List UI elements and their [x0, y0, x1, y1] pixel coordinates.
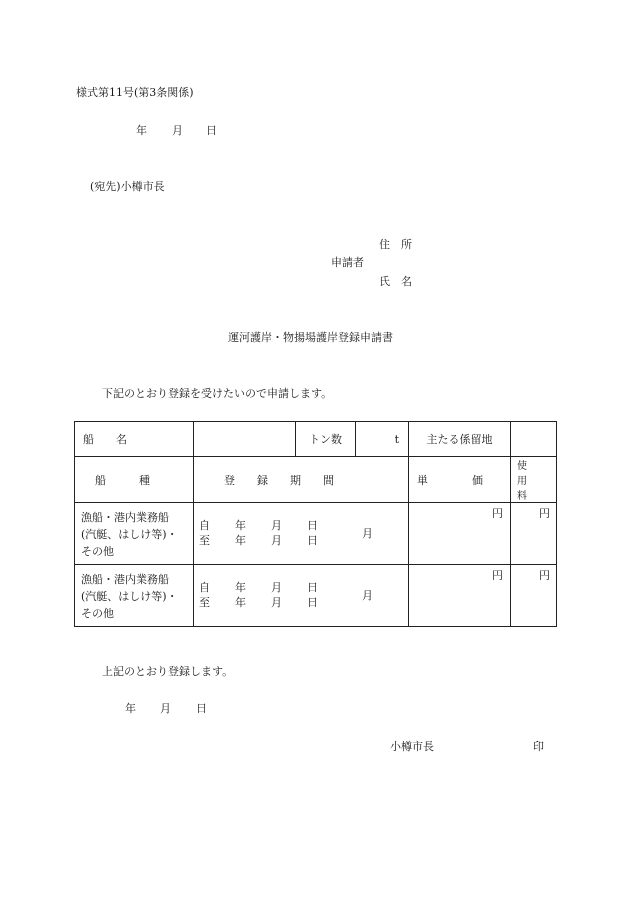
tonnage-label: トン数 [309, 433, 342, 446]
date-bottom-year: 年 [125, 702, 136, 715]
ship-type-line3: その他 [81, 545, 114, 558]
to-year: 年 [235, 596, 246, 609]
to-month: 月 [271, 534, 282, 547]
closing-text: 上記のとおり登録します。 [102, 665, 234, 678]
ship-type-line1: 漁船・港内業務船 [81, 511, 169, 524]
to-day: 日 [307, 534, 318, 547]
mayor-label: 小樽市長 [390, 740, 434, 753]
fee-yen: 円 [539, 507, 550, 520]
from-label: 自 [199, 519, 210, 532]
tonnage-label-cell [296, 422, 356, 457]
from-month: 月 [271, 519, 282, 532]
to-month: 月 [271, 596, 282, 609]
unit-price-cell[interactable] [409, 503, 511, 565]
date-top-day: 日 [206, 124, 217, 137]
from-day: 日 [307, 519, 318, 532]
table-row [75, 565, 557, 627]
mooring-value-cell[interactable] [511, 422, 557, 457]
mooring-label: 主たる係留地 [426, 433, 493, 446]
fee-header-cell [511, 457, 557, 503]
period-header-cell [194, 457, 409, 503]
months-label: 月 [362, 589, 373, 602]
header-row [75, 457, 557, 503]
type-header: 船 種 [95, 473, 150, 487]
table-row [75, 503, 557, 565]
date-top-month: 月 [172, 124, 183, 137]
unit-price-cell[interactable] [409, 565, 511, 627]
date-bottom-month: 月 [160, 702, 171, 715]
date-top-year: 年 [136, 124, 147, 137]
intro-text: 下記のとおり登録を受けたいので申請します。 [102, 387, 333, 400]
fee-cell[interactable] [511, 503, 557, 565]
ship-type-cell [75, 503, 194, 565]
from-day: 日 [307, 581, 318, 594]
to-label: 至 [199, 534, 210, 547]
period-header: 登 録 期 間 [224, 473, 334, 487]
name-label: 氏 名 [379, 275, 412, 288]
unit-price-yen: 円 [492, 569, 503, 582]
from-year: 年 [235, 581, 246, 594]
period-cell[interactable] [194, 503, 409, 565]
ship-type-cell [75, 565, 194, 627]
unit-price-yen: 円 [492, 507, 503, 520]
date-bottom-day: 日 [196, 702, 207, 715]
seal-mark: 印 [533, 740, 544, 753]
ship-type-line2: (汽艇、はしけ等)・ [81, 590, 178, 603]
unit-price-header-cell [409, 457, 511, 503]
from-month: 月 [271, 581, 282, 594]
fee-yen: 円 [539, 569, 550, 582]
months-label: 月 [362, 527, 373, 540]
unit-price-header: 単 価 [417, 473, 483, 487]
type-header-cell [75, 457, 194, 503]
tonnage-unit: t [394, 432, 399, 446]
to-label: 至 [199, 596, 210, 609]
ship-info-row [75, 422, 557, 457]
form-number: 様式第11号(第3条関係) [76, 86, 194, 99]
tonnage-value-cell[interactable] [356, 422, 409, 457]
address-label: 住 所 [379, 238, 412, 251]
from-label: 自 [199, 581, 210, 594]
to-year: 年 [235, 534, 246, 547]
registration-table [74, 421, 557, 627]
applicant-label: 申請者 [331, 256, 364, 269]
ship-name-label: 船 名 [83, 433, 127, 446]
document-title: 運河護岸・物揚場護岸登録申請書 [228, 331, 393, 344]
addressee: (宛先)小樽市長 [90, 180, 165, 193]
ship-type-line2: (汽艇、はしけ等)・ [81, 528, 178, 541]
ship-type-line3: その他 [81, 607, 114, 620]
ship-name-label-cell [75, 422, 194, 457]
to-day: 日 [307, 596, 318, 609]
fee-header: 使 用 料 [517, 461, 547, 502]
ship-type-line1: 漁船・港内業務船 [81, 573, 169, 586]
period-cell[interactable] [194, 565, 409, 627]
from-year: 年 [235, 519, 246, 532]
fee-cell[interactable] [511, 565, 557, 627]
mooring-label-cell [409, 422, 511, 457]
ship-name-value-cell[interactable] [194, 422, 296, 457]
